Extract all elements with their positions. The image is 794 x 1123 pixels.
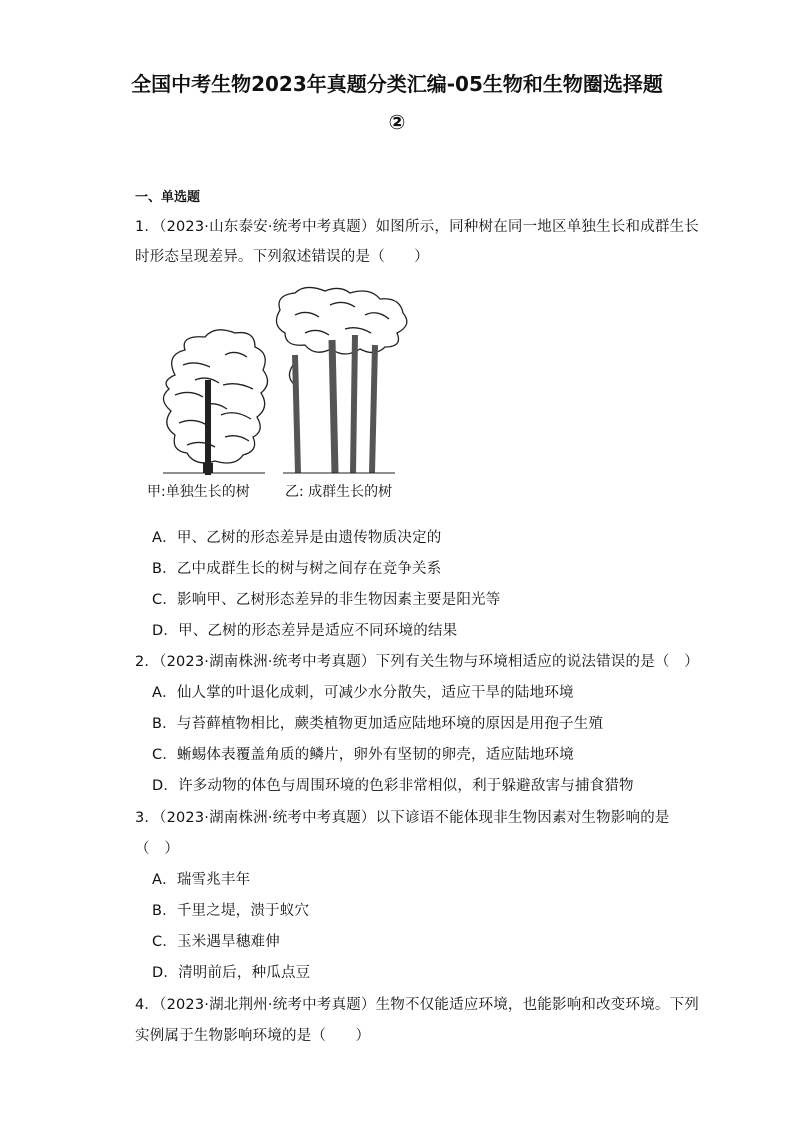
single-tree-drawing <box>163 330 268 475</box>
document-title: 全国中考生物2023年真题分类汇编-05生物和生物圈选择题 <box>131 72 663 96</box>
tree-figure <box>135 285 535 510</box>
question-3-stem-line-1: 3．（2023·湖南株洲·统考中考真题）以下谚语不能体现非生物因素对生物影响的是 <box>135 810 670 826</box>
question-3-option-c: C．玉米遇旱穗难伸 <box>152 934 280 950</box>
question-1-option-d: D．甲、乙树的形态差异是适应不同环境的结果 <box>152 623 458 639</box>
question-2-option-d: D．许多动物的体色与周围环境的色彩非常相似，利于躲避敌害与捕食猎物 <box>152 778 634 794</box>
question-2-option-b: B．与苔藓植物相比，蕨类植物更加适应陆地环境的原因是用孢子生殖 <box>152 716 604 732</box>
question-2-option-c: C．蜥蜴体表覆盖角质的鳞片，卵外有坚韧的卵壳，适应陆地环境 <box>152 747 574 763</box>
question-3-option-b: B．千里之堤，溃于蚁穴 <box>152 903 310 919</box>
question-3-stem-line-2: （ ） <box>135 841 180 857</box>
caption-group-trees: 乙: 成群生长的树 <box>285 484 393 500</box>
question-1-stem-line-1: 1．（2023·山东泰安·统考中考真题）如图所示，同种树在同一地区单独生长和成群生长 <box>135 219 699 235</box>
question-1-option-c: C．影响甲、乙树形态差异的非生物因素主要是阳光等 <box>152 592 501 608</box>
question-4-stem-line-2: 实例属于生物影响环境的是（ ） <box>135 1028 371 1044</box>
group-trees-drawing <box>276 287 406 473</box>
question-1-stem-line-2: 时形态呈现差异。下列叙述错误的是（ ） <box>135 249 429 265</box>
caption-single-tree: 甲:单独生长的树 <box>147 484 250 500</box>
tree-illustration <box>135 285 535 510</box>
question-2-stem: 2．（2023·湖南株洲·统考中考真题）下列有关生物与环境相适应的说法错误的是（ ） <box>135 654 699 670</box>
question-1-option-a: A．甲、乙树的形态差异是由遗传物质决定的 <box>152 530 442 546</box>
question-2-option-a: A．仙人掌的叶退化成刺，可减少水分散失，适应干旱的陆地环境 <box>152 685 574 701</box>
document-title-number: ② <box>388 110 406 134</box>
section-heading: 一、单选题 <box>135 190 201 205</box>
question-1-option-b: B．乙中成群生长的树与树之间存在竞争关系 <box>152 561 442 577</box>
question-4-stem-line-1: 4．（2023·湖北荆州·统考中考真题）生物不仅能适应环境，也能影响和改变环境。下列 <box>135 997 699 1013</box>
question-3-option-a: A．瑞雪兆丰年 <box>152 872 251 888</box>
question-3-option-d: D．清明前后，种瓜点豆 <box>152 965 311 981</box>
